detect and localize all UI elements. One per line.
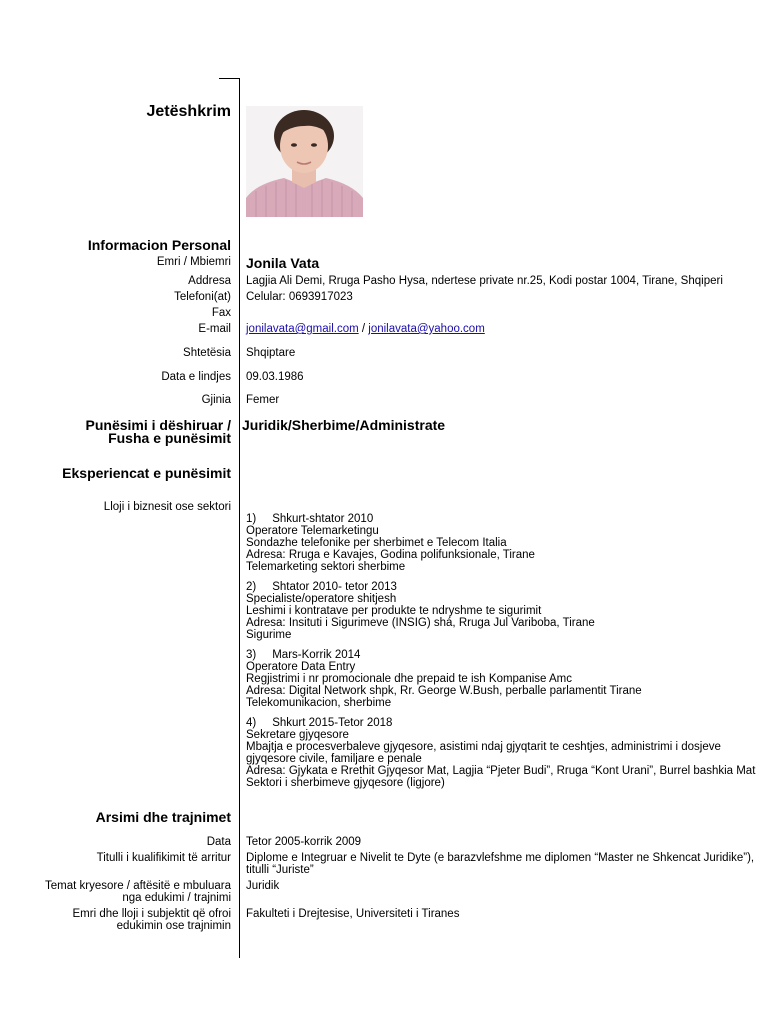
job-entry-4 xyxy=(246,717,755,789)
desired-employment-label-1: Punësimi i dëshiruar / xyxy=(85,417,231,433)
name-label: Emri / Mbiemri xyxy=(156,256,231,268)
email-label: E-mail xyxy=(198,323,231,335)
page-title: Jetëshkrim xyxy=(146,103,231,120)
job-3-line: Operatore Data Entry xyxy=(246,661,356,673)
job-2-heading: 2) Shtator 2010- tetor 2013 xyxy=(246,581,397,593)
divider-tick xyxy=(219,78,240,79)
job-2-line: Adresa: Insituti i Sigurimeve (INSIG) shá, Rruga Jul Variboba, Tirane xyxy=(246,617,595,629)
job-2-line: Leshimi i kontratave per produkte te ndryshme te sigurimit xyxy=(246,605,542,617)
nationality-label: Shtetësia xyxy=(183,347,231,359)
subjects-value: Juridik xyxy=(246,880,280,892)
divider-line xyxy=(239,78,240,958)
job-3-line: Adresa: Digital Network shpk, Rr. George W.Bush, perballe parlamentit Tirane xyxy=(246,685,642,697)
email-link-gmail[interactable]: jonilavata@gmail.com xyxy=(246,323,359,335)
desired-employment-label-2: Fusha e punësimit xyxy=(108,430,231,446)
job-1-line: Adresa: Rruga e Kavajes, Godina polifunksionale, Tirane xyxy=(246,549,535,561)
gender-label: Gjinia xyxy=(201,394,231,406)
full-name: Jonila Vata xyxy=(246,255,320,271)
email-separator: / xyxy=(358,323,369,335)
job-1-line: Telemarketing sektori sherbime xyxy=(246,561,406,573)
email-link-yahoo[interactable]: jonilavata@yahoo.com xyxy=(368,323,485,335)
job-entry-1 xyxy=(246,513,535,573)
email-values xyxy=(246,323,485,335)
edu-date-label: Data xyxy=(206,836,231,848)
experience-header: Eksperiencat e punësimit xyxy=(62,465,231,481)
fax-label: Fax xyxy=(211,307,231,319)
personal-info-header: Informacion Personal xyxy=(87,237,231,253)
job-entry-2 xyxy=(246,581,595,641)
gender-value: Femer xyxy=(246,394,280,406)
institution-value: Fakulteti i Drejtesise, Universiteti i Tiranes xyxy=(246,908,460,920)
job-4-line: Sektori i sherbimeve gjyqesore (ligjore) xyxy=(246,777,445,789)
phone-label: Telefoni(at) xyxy=(174,291,231,303)
nationality-value: Shqiptare xyxy=(246,347,296,359)
address-value: Lagjia Ali Demi, Rruga Pasho Hysa, ndertese private nr.25, Kodi postar 1004, Tirane, Shqiperi xyxy=(246,275,723,287)
job-4-line: Sekretare gjyqesore xyxy=(246,729,349,741)
job-4-line: gjyqesore civile, familjare e penale xyxy=(246,753,422,765)
qualification-label: Titulli i kualifikimit të arritur xyxy=(96,852,231,864)
subjects-label: Temat kryesore / aftësitë e mbuluara nga edukimi / trajnimi xyxy=(45,880,231,904)
job-2-line: Sigurime xyxy=(246,629,292,641)
job-3-line: Telekomunikacion, sherbime xyxy=(246,697,392,709)
education-header: Arsimi dhe trajnimet xyxy=(95,809,231,825)
job-4-heading: 4) Shkurt 2015-Tetor 2018 xyxy=(246,717,393,729)
address-label: Addresa xyxy=(188,275,231,287)
job-1-line: Operatore Telemarketingu xyxy=(246,525,379,537)
profile-photo xyxy=(246,106,363,217)
job-4-line: Mbajtja e procesverbaleve gjyqesore, asistimi ndaj gjyqtarit te ceshtjes, administrimi i dosjeve xyxy=(246,741,721,753)
job-3-heading: 3) Mars-Korrik 2014 xyxy=(246,649,361,661)
job-1-line: Sondazhe telefonike per sherbimet e Telecom Italia xyxy=(246,537,507,549)
phone-value: Celular: 0693917023 xyxy=(246,291,353,303)
institution-label: Emri dhe lloji i subjektit që ofroi edukimin ose trajnimin xyxy=(72,908,231,932)
qualification-value: Diplome e Integruar e Nivelit te Dyte (e barazvlefshme me diplomen “Master ne Shkencat Juridike”), titulli “Juriste” xyxy=(246,852,755,876)
job-2-line: Specialiste/operatore shitjesh xyxy=(246,593,397,605)
job-4-line: Adresa: Gjykata e Rrethit Gjyqesor Mat, Lagjia “Pjeter Budi”, Rruga “Kont Urani”, Burrel bashkia Mat xyxy=(246,765,756,777)
job-3-line: Regjistrimi i nr promocionale dhe prepaid te ish Kompanise Amc xyxy=(246,673,572,685)
sector-label: Lloji i biznesit ose sektori xyxy=(103,501,231,513)
edu-date-value: Tetor 2005-korrik 2009 xyxy=(246,836,362,848)
dob-label: Data e lindjes xyxy=(161,371,231,383)
desired-employment-value: Juridik/Sherbime/Administrate xyxy=(242,417,446,433)
job-1-heading: 1) Shkurt-shtator 2010 xyxy=(246,513,374,525)
dob-value: 09.03.1986 xyxy=(246,371,304,383)
job-entry-3 xyxy=(246,649,642,709)
